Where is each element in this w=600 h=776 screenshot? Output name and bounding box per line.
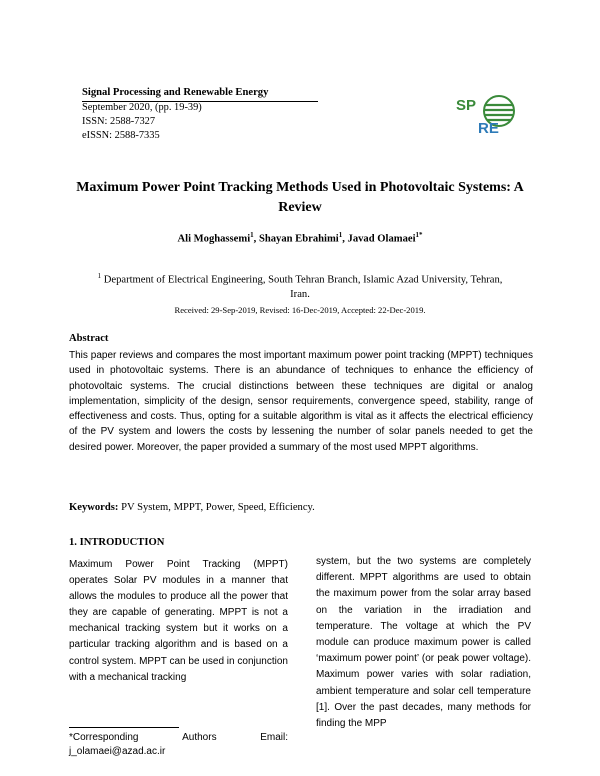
footnote-rule [69,727,179,728]
keywords-text: PV System, MPPT, Power, Speed, Efficiency. [121,502,315,513]
journal-eissn: eISSN: 2588-7335 [82,130,160,141]
author-mark: 1 [338,231,343,239]
spre-logo [454,93,516,137]
received-dates: Received: 29-Sep-2019, Revised: 16-Dec-2019, Accepted: 22-Dec-2019. [174,305,426,315]
author-name: Javad Olamaei [347,233,416,245]
affiliation [92,269,508,302]
abstract-heading: Abstract [69,333,109,344]
author-mark: 1* [415,231,423,239]
keywords-label: Keywords: [69,502,119,513]
author-name: Ali Moghassemi [177,233,251,245]
author-name: Shayan Ebrahimi [258,233,339,245]
section-heading: 1. INTRODUCTION [69,537,165,548]
footnote-authors: Authors [182,732,217,743]
journal-issue: September 2020, (pp. 19-39) [82,102,202,113]
footnote-corresponding: *Corresponding [69,732,139,743]
footnote-email-label: Email: [260,732,288,743]
journal-issn: ISSN: 2588-7327 [82,116,156,127]
author-list: Ali Moghassemi$^1$, Shayan Ebrahimi$^1$, Javad Olamaei$^{1*}$ [177,231,423,245]
logo-re-text: RE [478,120,499,137]
intro-left-column: Maximum Power Point Tracking (MPPT) operates Solar PV modules in a manner that allows the modules to produce all the power that they are capable of generating. MPPT is not a mechanical tracking system but it works on a particular tracking algorithm and is based on a control system. MPPT can be used in conjunction with a mechanical tracking [69,559,288,683]
abstract-body: This paper reviews and compares the most important maximum power point tracking (MPPT) techniques used in photovoltaic systems. There is an abundance of techniques to enhance the efficiency of photovoltaic systems. The crucial distinctions between these techniques are digital or analog implementation, simplicity of the design, sensor requirements, convergence speed, stability, range of effectiveness and costs. Thus, opting for a suitable algorithm is vital as it affects the electrical efficiency of the PV system and lowers the costs by lessening the number of solar panels needed to get the desired power. Moreover, the paper provided a summary of the most used MPPT algorithms. [69,350,533,453]
paper-title: Maximum Power Point Tracking Methods Used in Photovoltaic Systems: A Review [76,180,524,215]
logo-sp-text: SP [456,97,477,114]
journal-name: Signal Processing and Renewable Energy [82,87,269,98]
footnote-email[interactable]: j_olamaei@azad.ac.ir [69,746,166,757]
author-mark: 1 [250,231,254,239]
affiliation-mark: 1 [97,272,102,280]
keywords [69,502,315,513]
intro-right-column: system, but the two systems are completely different. MPPT algorithms are used to obtain the maximum power from the solar array based on the variation in the irradiation and temperature. The voltage at which the PV module can produce maximum power is called ‘maximum power point’ (or peak power voltage). Maximum power varies with solar radiation, ambient temperature and solar cell temperature [1]. Over the past decades, many methods for finding the MPP [316,556,531,730]
affiliation-text: Department of Electrical Engineering, South Tehran Branch, Islamic Azad University, Tehran, Iran. [103,274,503,300]
footnote [69,731,288,759]
